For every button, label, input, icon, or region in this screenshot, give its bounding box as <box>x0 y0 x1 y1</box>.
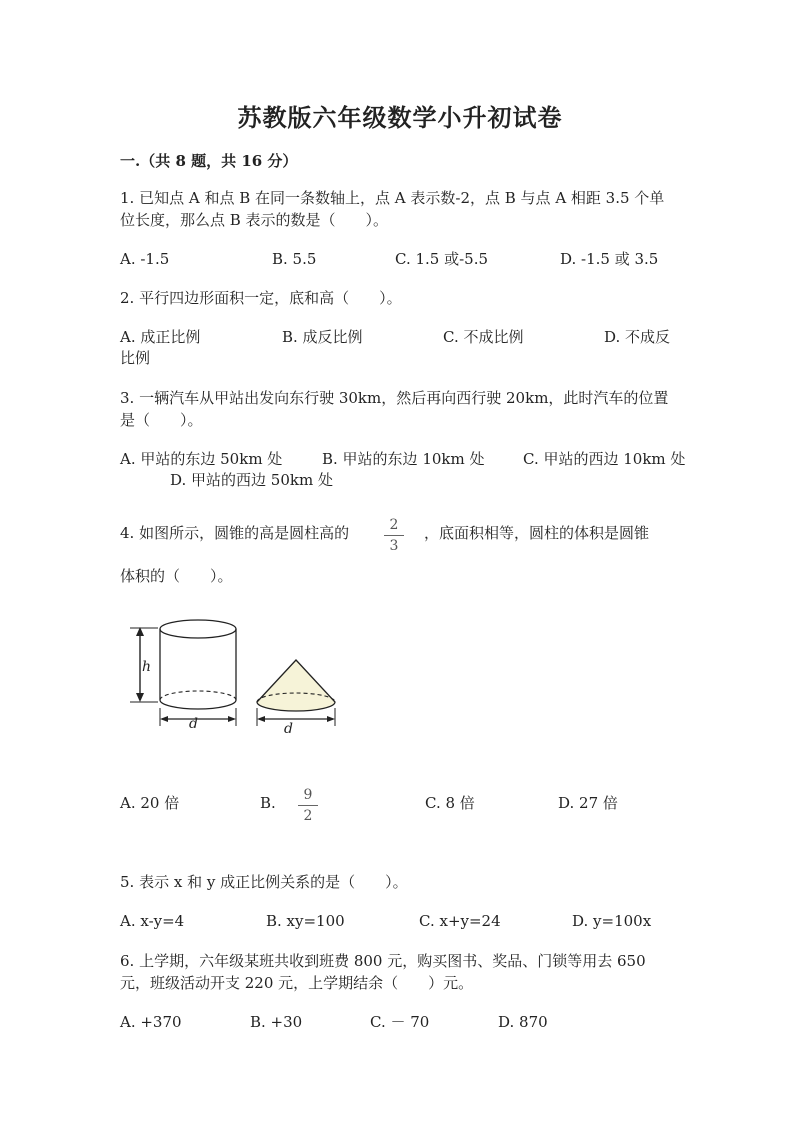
question-1-line-1: 1. 已知点 A 和点 B 在同一条数轴上，点 A 表示数-2，点 B 与点 A 相距 3.5 个单 <box>120 189 665 207</box>
question-4-option-c: C. 8 倍 <box>425 794 475 812</box>
cylinder-diameter-label: d <box>189 716 198 732</box>
question-1-option-a: A. -1.5 <box>120 250 170 268</box>
question-1-line-2: 位长度，那么点 B 表示的数是（ ）。 <box>120 211 389 229</box>
question-2-option-d-continued: 比例 <box>120 349 151 367</box>
cone-shape <box>257 660 335 711</box>
question-3-option-a: A. 甲站的东边 50km 处 <box>120 450 283 468</box>
question-5-option-c: C. x+y=24 <box>419 912 501 930</box>
question-4-option-b: B. <box>260 794 276 812</box>
fraction-numerator: 2 <box>389 517 399 533</box>
fraction-bar <box>298 805 318 806</box>
question-4-option-d: D. 27 倍 <box>558 794 618 812</box>
question-1-option-c: C. 1.5 或-5.5 <box>395 250 489 268</box>
fraction-denominator: 3 <box>389 538 399 554</box>
question-3-option-d: D. 甲站的西边 50km 处 <box>170 471 333 489</box>
fraction-numerator: 9 <box>303 787 313 803</box>
question-6-option-c: C. － 70 <box>370 1013 430 1031</box>
section-heading: 一.（共 8 题，共 16 分） <box>120 152 298 170</box>
cylinder-cone-figure <box>120 612 350 742</box>
question-2-line-1: 2. 平行四边形面积一定，底和高（ ）。 <box>120 289 402 307</box>
question-3-option-c: C. 甲站的西边 10km 处 <box>523 450 686 468</box>
question-6-option-a: A. +370 <box>120 1013 182 1031</box>
fraction-bar <box>384 535 404 536</box>
cylinder-shape <box>160 620 236 709</box>
question-3-option-b: B. 甲站的东边 10km 处 <box>322 450 485 468</box>
question-3-line-1: 3. 一辆汽车从甲站出发向东行驶 30km，然后再向西行驶 20km，此时汽车的位置 <box>120 389 669 407</box>
question-6-option-b: B. +30 <box>250 1013 303 1031</box>
question-5-option-d: D. y=100x <box>572 912 652 930</box>
fraction-nine-halves <box>298 787 318 824</box>
question-6-line-1: 6. 上学期，六年级某班共收到班费 800 元，购买图书、奖品、门锁等用去 650 <box>120 952 646 970</box>
question-5-option-b: B. xy=100 <box>266 912 345 930</box>
question-3-line-2: 是（ ）。 <box>120 411 203 429</box>
height-label: h <box>142 659 152 675</box>
question-4-line-2: 体积的（ ）。 <box>120 567 233 585</box>
question-5-option-a: A. x-y=4 <box>120 912 185 930</box>
question-4-option-a: A. 20 倍 <box>120 794 180 812</box>
page-title: 苏教版六年级数学小升初试卷 <box>237 103 563 132</box>
question-6-line-2: 元，班级活动开支 220 元，上学期结余（ ）元。 <box>120 974 474 992</box>
question-2-option-d: D. 不成反 <box>604 328 671 346</box>
question-2-option-c: C. 不成比例 <box>443 328 524 346</box>
fraction-two-thirds <box>384 517 404 554</box>
question-2-option-a: A. 成正比例 <box>120 328 201 346</box>
question-5-line-1: 5. 表示 x 和 y 成正比例关系的是（ ）。 <box>120 873 408 891</box>
question-1-option-b: B. 5.5 <box>272 250 317 268</box>
question-4-line-1-start: 4. 如图所示，圆锥的高是圆柱高的 <box>120 524 350 542</box>
fraction-denominator: 2 <box>303 808 313 824</box>
question-1-option-d: D. -1.5 或 3.5 <box>560 250 659 268</box>
cone-diameter-label: d <box>284 721 293 737</box>
question-6-option-d: D. 870 <box>498 1013 548 1031</box>
question-2-option-b: B. 成反比例 <box>282 328 363 346</box>
question-4-line-1-end: ，底面积相等，圆柱的体积是圆锥 <box>424 524 650 542</box>
